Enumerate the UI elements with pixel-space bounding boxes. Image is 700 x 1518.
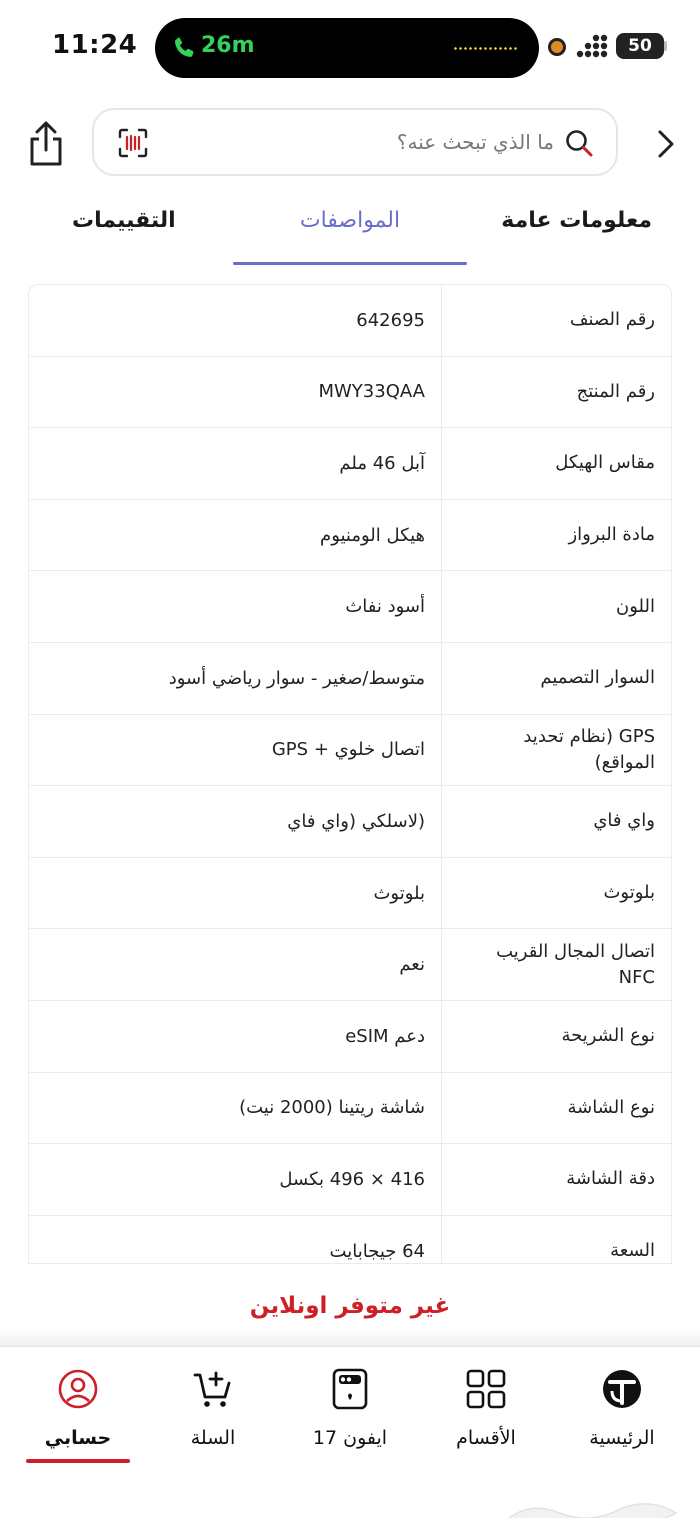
home-logo-icon: [600, 1367, 644, 1411]
spec-value: 64 جيجابايت: [329, 1240, 425, 1262]
spec-value: آبل 46 ملم: [339, 452, 425, 474]
nav-item-account[interactable]: [13, 1363, 143, 1473]
table-row: [29, 357, 671, 429]
nav-item-home[interactable]: [557, 1363, 687, 1473]
table-row: [29, 929, 671, 1001]
search-input[interactable]: [154, 120, 554, 164]
signal-icon: [576, 34, 610, 58]
grid-icon: [464, 1367, 508, 1411]
active-tab-indicator: [233, 262, 467, 265]
spec-label: السوار التصميم: [441, 643, 671, 714]
nav-label: الرئيسية: [589, 1427, 655, 1449]
nav-item-cart[interactable]: [148, 1363, 278, 1473]
spec-value: متوسط/صغير - سوار رياضي أسود: [168, 667, 425, 689]
table-row: [29, 858, 671, 930]
spec-value: نعم: [399, 954, 425, 976]
spec-value: 642695: [356, 309, 425, 331]
iphone-icon: [328, 1367, 372, 1411]
share-icon[interactable]: [24, 120, 68, 168]
spec-value: MWY33QAA: [318, 381, 425, 403]
battery-cap: [664, 41, 667, 51]
spec-value: اتصال خلوي + GPS: [271, 739, 425, 761]
table-row: [29, 500, 671, 572]
spec-value: (لاسلكي (واي فاي: [287, 810, 425, 832]
spec-label: السعة: [441, 1216, 671, 1264]
spec-label: مادة البرواز: [441, 500, 671, 571]
nav-label: حسابي: [44, 1427, 112, 1449]
phone-call-icon: [171, 34, 197, 62]
spec-label: دقة الشاشة: [441, 1144, 671, 1215]
spec-value: أسود نفاث: [345, 596, 425, 618]
divider-shadow: [0, 1328, 700, 1346]
table-row: [29, 428, 671, 500]
spec-label: بلوتوث: [441, 858, 671, 929]
battery-icon: 50: [616, 33, 664, 59]
spec-value: دعم eSIM: [345, 1025, 425, 1047]
spec-value: هيكل الومنيوم: [320, 524, 425, 546]
status-bar: [0, 0, 700, 96]
spec-label: رقم المنتج: [441, 357, 671, 428]
tab-specifications[interactable]: المواصفات: [299, 208, 401, 233]
table-row: [29, 1216, 671, 1264]
nav-item-categories[interactable]: [421, 1363, 551, 1473]
call-duration: 26m: [201, 33, 255, 58]
audio-wave-icon: [453, 47, 519, 50]
table-row: [29, 715, 671, 787]
spec-value: شاشة ريتينا (2000 نيت): [239, 1097, 425, 1119]
account-icon: [56, 1367, 100, 1411]
mic-indicator-icon: [548, 38, 566, 56]
bottom-navigation: [0, 1346, 700, 1518]
specifications-table: [28, 284, 672, 1264]
spec-value: 416 × 496 بكسل: [279, 1168, 425, 1190]
table-row: [29, 786, 671, 858]
table-row: [29, 285, 671, 357]
spec-label: مقاس الهيكل: [441, 428, 671, 499]
table-row: [29, 1144, 671, 1216]
cart-icon: [191, 1367, 235, 1411]
search-bar[interactable]: [92, 108, 618, 176]
table-row: [29, 1073, 671, 1145]
spec-label: اتصال المجال القريب NFC: [441, 929, 671, 1000]
spec-label: رقم الصنف: [441, 285, 671, 356]
barcode-scan-icon[interactable]: [118, 128, 148, 158]
nav-label: ايفون 17: [312, 1427, 388, 1449]
search-icon[interactable]: [564, 128, 594, 158]
nav-label: السلة: [190, 1427, 236, 1449]
spec-label: واي فاي: [441, 786, 671, 857]
spec-value: بلوتوث: [373, 882, 425, 904]
spec-label: نوع الشاشة: [441, 1073, 671, 1144]
nav-label: الأقسام: [456, 1427, 516, 1449]
dynamic-island[interactable]: [155, 18, 539, 78]
product-tabs: [0, 196, 700, 268]
spec-label: GPS (نظام تحديد المواقع): [441, 715, 671, 786]
active-nav-indicator: [26, 1459, 130, 1463]
tab-reviews[interactable]: التقييمات: [72, 208, 176, 233]
table-row: [29, 1001, 671, 1073]
status-time: 11:24: [52, 30, 138, 60]
table-row: [29, 643, 671, 715]
table-row: [29, 571, 671, 643]
chevron-right-icon[interactable]: [652, 126, 680, 162]
spec-label: نوع الشريحة: [441, 1001, 671, 1072]
nav-item-iphone-17[interactable]: [285, 1363, 415, 1473]
tab-general-info[interactable]: معلومات عامة: [501, 208, 652, 233]
availability-status: غير متوفر اونلاين: [0, 1264, 700, 1348]
spec-label: اللون: [441, 571, 671, 642]
haraj-watermark-logo: [500, 1495, 684, 1518]
